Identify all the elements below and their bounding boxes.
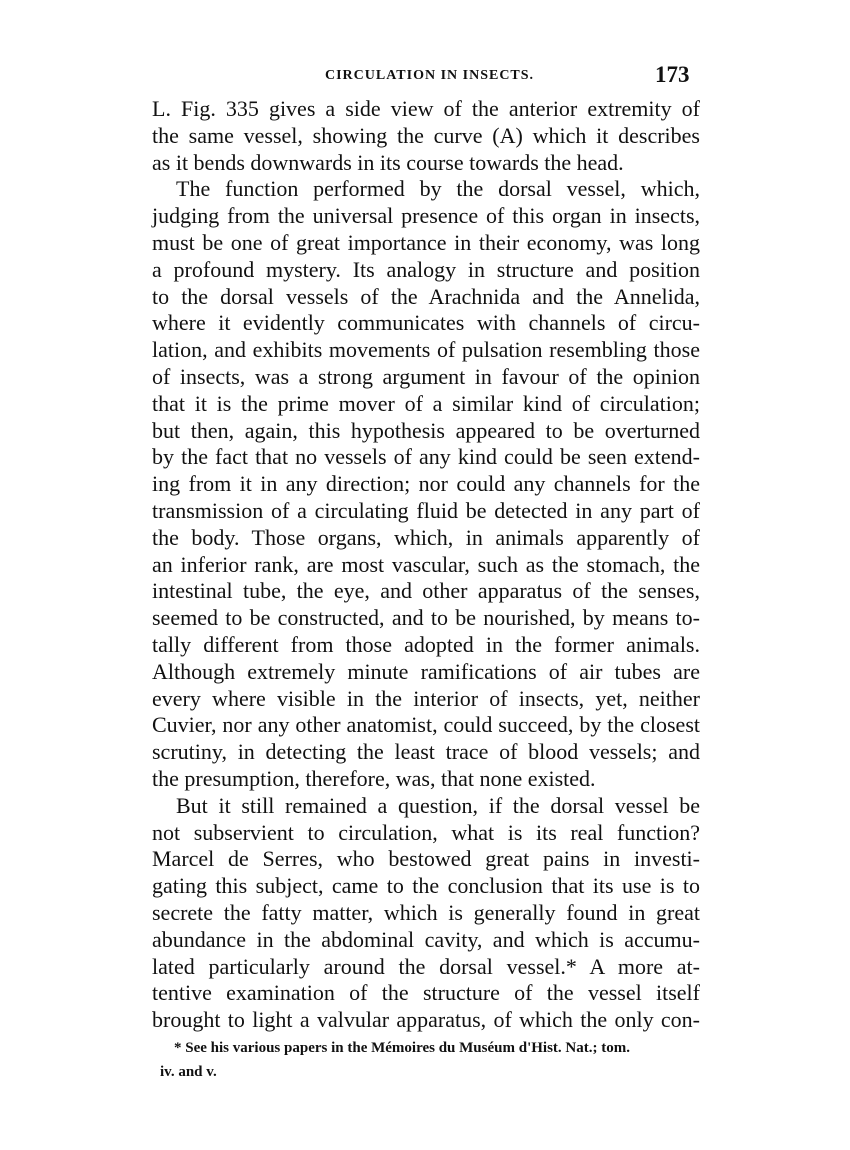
text-line: But it still remained a question, if the dorsal vessel be: [176, 792, 700, 818]
text-line: L. Fig. 335 gives a side view of the anterior extremity of: [152, 96, 700, 121]
text-line: lated particularly around the dorsal vessel.* A more at-: [152, 953, 700, 979]
text-line: of insects, was a strong argument in favour of the opinion: [152, 363, 700, 389]
paragraph-3: [152, 793, 700, 1034]
paragraph-2: [152, 176, 700, 792]
text-line: the body. Those organs, which, in animals apparently of: [152, 524, 700, 550]
text-line: Marcel de Serres, who bestowed great pains in investi-: [152, 846, 700, 872]
text-line: must be one of great importance in their economy, was long: [152, 229, 700, 255]
text-line: judging from the universal presence of this organ in insects,: [152, 203, 700, 229]
footnote-line: * See his various papers in the Mémoires du Muséum d'Hist. Nat.; tom.: [174, 1040, 630, 1056]
text-line: intestinal tube, the eye, and other apparatus of the senses,: [152, 578, 700, 604]
text-line: seemed to be constructed, and to be nourished, by means to-: [152, 605, 700, 631]
text-line: tally different from those adopted in the former animals.: [152, 631, 700, 657]
text-line: that it is the prime mover of a similar kind of circulation;: [152, 390, 700, 416]
text-line: the presumption, therefore, was, that none existed.: [152, 765, 596, 791]
text-line: to the dorsal vessels of the Arachnida and the Annelida,: [152, 283, 700, 309]
text-line: tentive examination of the structure of the vessel itself: [152, 980, 700, 1006]
text-line: every where visible in the interior of insects, yet, neither: [152, 685, 700, 711]
text-line: an inferior rank, are most vascular, such as the stomach, the: [152, 551, 700, 577]
text-line: not subservient to circulation, what is its real function?: [152, 819, 700, 845]
text-line: Although extremely minute ramifications of air tubes are: [152, 658, 700, 684]
text-line: scrutiny, in detecting the least trace of blood vessels; and: [152, 739, 700, 765]
text-line: ing from it in any direction; nor could any channels for the: [152, 471, 700, 497]
paragraph-1: [152, 96, 700, 176]
text-line: as it bends downwards in its course towards the head.: [152, 149, 624, 175]
footnote-line: iv. and v.: [160, 1064, 217, 1080]
text-line: but then, again, this hypothesis appeared to be overturned: [152, 417, 700, 443]
text-line: lation, and exhibits movements of pulsation resembling those: [152, 337, 700, 363]
footnote: [160, 1036, 700, 1084]
text-line: the same vessel, showing the curve (A) which it describes: [152, 122, 700, 148]
text-line: where it evidently communicates with channels of circu-: [152, 310, 700, 336]
running-head: CIRCULATION IN INSECTS.: [325, 68, 535, 83]
text-line: The function performed by the dorsal vessel, which,: [176, 176, 700, 202]
text-line: a profound mystery. Its analogy in structure and position: [152, 256, 700, 282]
text-line: abundance in the abdominal cavity, and which is accumu-: [152, 926, 700, 952]
text-line: brought to light a valvular apparatus, of which the only con-: [152, 1007, 700, 1033]
body-text: [152, 96, 700, 1034]
page-number: 173: [655, 62, 690, 87]
text-line: transmission of a circulating fluid be detected in any part of: [152, 497, 700, 523]
text-line: gating this subject, came to the conclusion that its use is to: [152, 873, 700, 899]
text-line: by the fact that no vessels of any kind could be seen extend-: [152, 444, 700, 470]
text-line: secrete the fatty matter, which is generally found in great: [152, 899, 700, 925]
text-line: Cuvier, nor any other anatomist, could succeed, by the closest: [152, 712, 700, 738]
